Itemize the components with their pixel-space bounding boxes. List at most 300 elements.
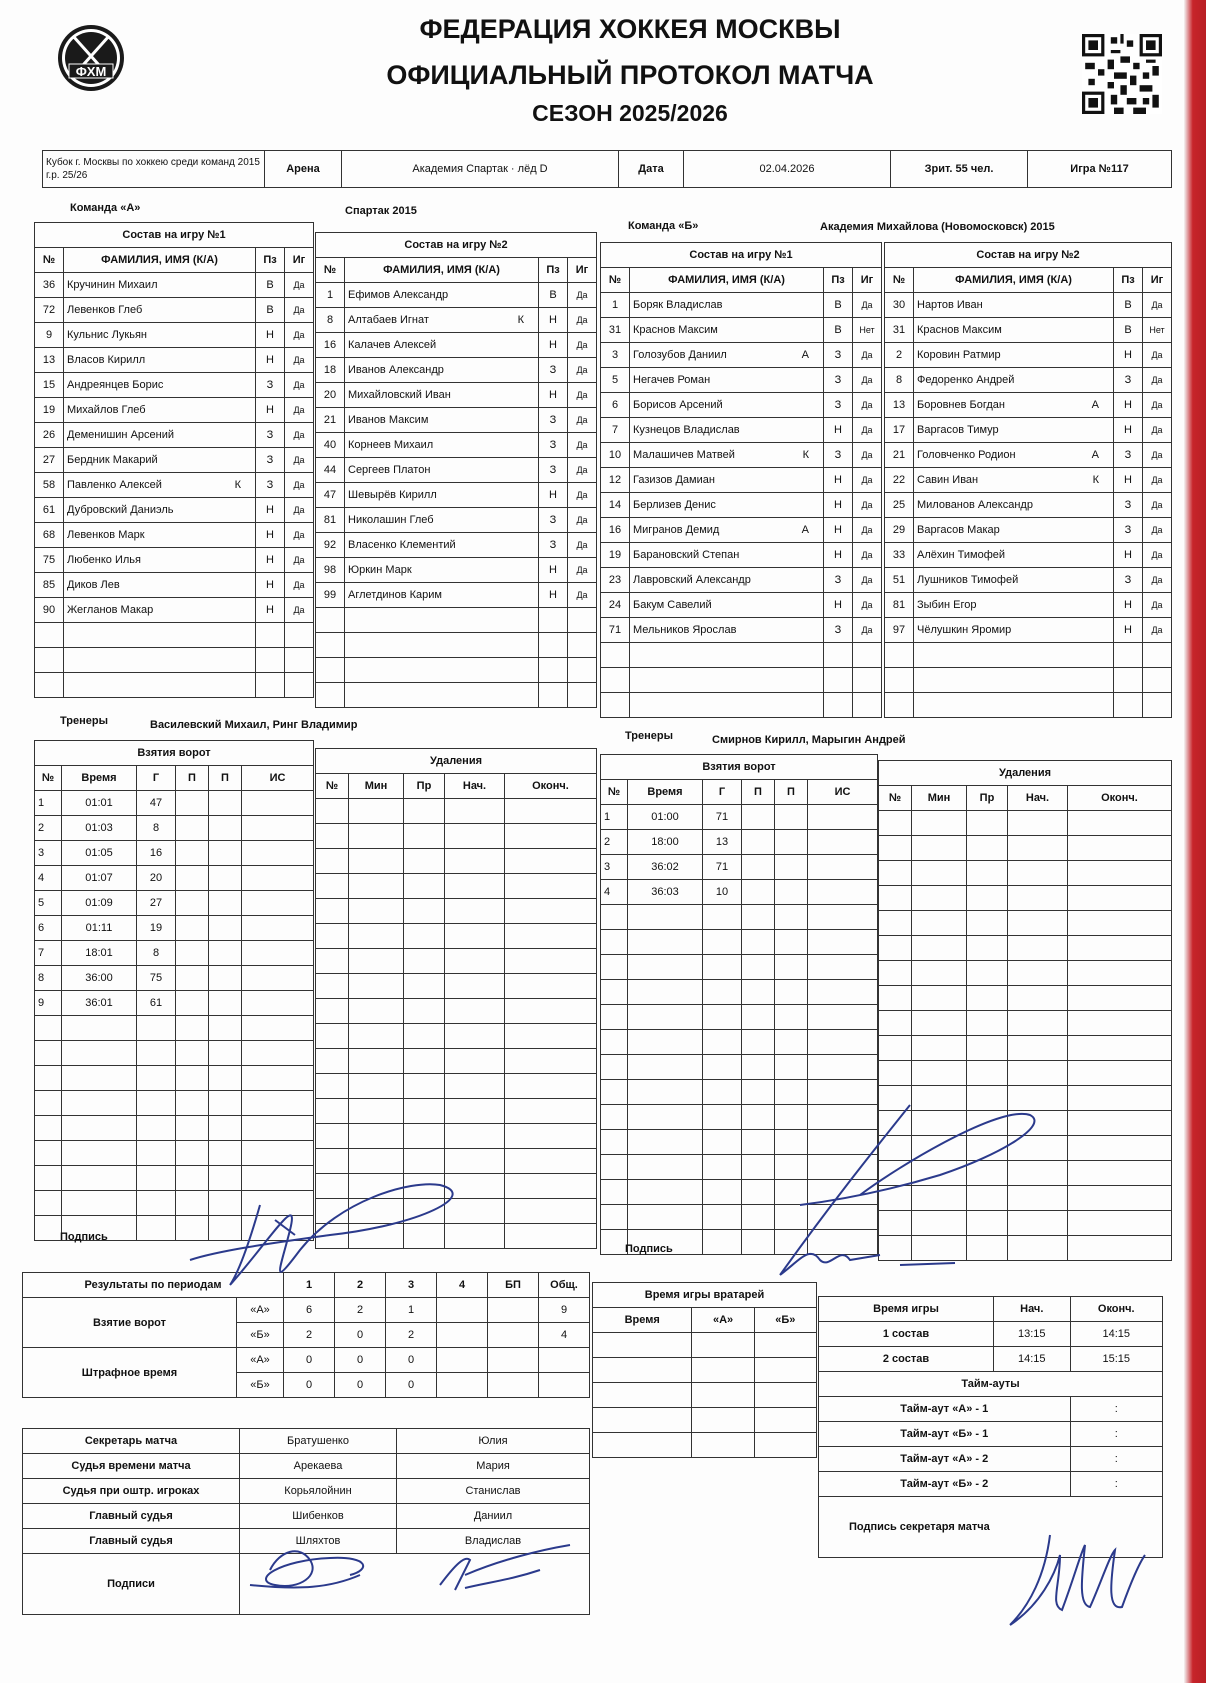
goal-number: 7: [35, 941, 62, 966]
table-row: [885, 493, 1172, 518]
period-col: 1: [284, 1273, 335, 1298]
period-value: 0: [386, 1373, 437, 1398]
empty-cell: [137, 1066, 176, 1091]
player-number: 1: [601, 293, 630, 318]
empty-cell: [824, 668, 853, 693]
player-played: Да: [1143, 393, 1172, 418]
empty-cell: [176, 1066, 209, 1091]
player-name: Малашичев Матвей: [633, 449, 735, 461]
empty-cell: [176, 1091, 209, 1116]
empty-cell: [703, 1005, 742, 1030]
player-name-cell: [64, 323, 256, 348]
empty-cell: [242, 1091, 314, 1116]
goal-time: 01:03: [62, 816, 137, 841]
empty-cell: [1143, 668, 1172, 693]
player-number: 18: [316, 358, 345, 383]
player-name-cell: [914, 543, 1114, 568]
player-name: Краснов Максим: [633, 324, 718, 336]
player-position: З: [824, 443, 853, 468]
table-row: [316, 358, 597, 383]
empty-cell: [445, 1049, 505, 1074]
player-position: Н: [824, 518, 853, 543]
table-row: [23, 1429, 590, 1454]
player-name: Михайлов Глеб: [67, 404, 146, 416]
player-name-cell: [64, 398, 256, 423]
player-name: Левенков Марк: [67, 529, 145, 541]
col-no: №: [601, 268, 630, 293]
empty-cell: [404, 1024, 445, 1049]
official-role: Судья времени матча: [23, 1454, 240, 1479]
table-row: [316, 1099, 597, 1124]
player-number: 15: [35, 373, 64, 398]
player-position: З: [824, 368, 853, 393]
empty-cell: [879, 1011, 912, 1036]
table-row: [35, 348, 314, 373]
player-name: Нартов Иван: [917, 299, 983, 311]
table-row: [35, 448, 314, 473]
goal-scorer: 71: [703, 805, 742, 830]
empty-cell: [316, 924, 349, 949]
col-time: Время: [62, 766, 137, 791]
table-row: [316, 658, 597, 683]
timeout-value: :: [1070, 1422, 1162, 1447]
empty-cell: [35, 1191, 62, 1216]
table-row: [35, 273, 314, 298]
period-value: 9: [539, 1298, 590, 1323]
empty-cell: [967, 836, 1008, 861]
period-value: 4: [539, 1323, 590, 1348]
table-row: [35, 498, 314, 523]
player-name-cell: [345, 458, 539, 483]
player-position: Н: [1114, 543, 1143, 568]
empty-cell: [775, 805, 808, 830]
goal-time: 01:05: [62, 841, 137, 866]
player-position: Н: [1114, 468, 1143, 493]
empty-cell: [879, 911, 912, 936]
player-played: Да: [285, 323, 314, 348]
team-a-lineup-1: [34, 222, 314, 698]
player-number: 33: [885, 543, 914, 568]
empty-cell: [35, 623, 64, 648]
empty-cell: [316, 1099, 349, 1124]
player-played: Да: [853, 493, 882, 518]
player-role: А: [801, 349, 809, 361]
table-row: [601, 855, 878, 880]
empty-cell: [628, 1080, 703, 1105]
table-row: [316, 1049, 597, 1074]
player-name: Ефимов Александр: [348, 289, 449, 301]
col-no: №: [316, 258, 345, 283]
table-row: [885, 618, 1172, 643]
player-played: Да: [285, 423, 314, 448]
period-value: [488, 1373, 539, 1398]
player-number: 27: [35, 448, 64, 473]
player-position: Н: [539, 483, 568, 508]
empty-cell: [349, 924, 404, 949]
empty-cell: [703, 1055, 742, 1080]
empty-cell: [1008, 861, 1068, 886]
table-row: [601, 368, 882, 393]
empty-cell: [628, 955, 703, 980]
player-number: 16: [316, 333, 345, 358]
table-row: [316, 408, 597, 433]
empty-cell: [404, 999, 445, 1024]
team-b-coaches: Смирнов Кирилл, Марыгин Андрей: [712, 734, 906, 746]
empty-cell: [879, 836, 912, 861]
player-name: Корнеев Михаил: [348, 439, 434, 451]
empty-cell: [967, 1011, 1008, 1036]
penalties-title: Удаления: [879, 761, 1172, 786]
player-position: Н: [539, 583, 568, 608]
secretary-signature-label: Подпись секретаря матча: [819, 1497, 1163, 1558]
empty-cell: [35, 1116, 62, 1141]
goal-number: 8: [35, 966, 62, 991]
col-name: ФАМИЛИЯ, ИМЯ (К/А): [630, 268, 824, 293]
game-time-start-col: Нач.: [994, 1297, 1071, 1322]
empty-cell: [176, 816, 209, 841]
empty-cell: [967, 811, 1008, 836]
player-role: К: [802, 449, 809, 461]
table-row: [35, 1016, 314, 1041]
col-p: П: [176, 766, 209, 791]
match-info-table: [42, 150, 1172, 188]
empty-cell: [742, 880, 775, 905]
empty-cell: [137, 1116, 176, 1141]
empty-cell: [853, 668, 882, 693]
table-row: [35, 398, 314, 423]
empty-cell: [914, 693, 1114, 718]
empty-cell: [176, 941, 209, 966]
empty-cell: [137, 1041, 176, 1066]
player-position: З: [539, 533, 568, 558]
player-played: Да: [853, 418, 882, 443]
empty-cell: [505, 1049, 597, 1074]
period-value: 2: [335, 1298, 386, 1323]
empty-cell: [35, 1041, 62, 1066]
empty-cell: [316, 1024, 349, 1049]
player-name-cell: [345, 358, 539, 383]
empty-cell: [1068, 961, 1172, 986]
table-row: [601, 443, 882, 468]
table-row: [316, 433, 597, 458]
table-row: [35, 323, 314, 348]
player-number: 19: [601, 543, 630, 568]
empty-cell: [316, 949, 349, 974]
empty-cell: [879, 886, 912, 911]
table-row: [316, 1124, 597, 1149]
goal-scorer: 47: [137, 791, 176, 816]
player-position: Н: [1114, 593, 1143, 618]
empty-cell: [912, 936, 967, 961]
table-row: [23, 1454, 590, 1479]
empty-cell: [505, 1074, 597, 1099]
team-a-coaches-label: Тренеры: [60, 715, 109, 727]
player-name-cell: [630, 293, 824, 318]
player-name: Боровнев Богдан: [917, 399, 1005, 411]
official-surname: Арекаева: [240, 1454, 397, 1479]
table-row: [601, 418, 882, 443]
player-position: Н: [1114, 618, 1143, 643]
goal-scorer: 19: [137, 916, 176, 941]
table-row: [316, 874, 597, 899]
empty-cell: [601, 905, 628, 930]
player-name: Кульнис Лукьян: [67, 329, 148, 341]
team-b-lineup-2: [884, 242, 1172, 718]
player-number: 99: [316, 583, 345, 608]
empty-cell: [176, 891, 209, 916]
empty-cell: [703, 955, 742, 980]
player-played: Да: [853, 593, 882, 618]
player-position: В: [256, 298, 285, 323]
table-row: [35, 673, 314, 698]
empty-cell: [505, 1199, 597, 1224]
empty-cell: [349, 999, 404, 1024]
player-position: Н: [256, 548, 285, 573]
spectators: Зрит. 55 чел.: [891, 151, 1028, 188]
player-position: В: [256, 273, 285, 298]
empty-cell: [35, 673, 64, 698]
team-a-lineup-2: [315, 232, 597, 708]
qr-code-icon: [1082, 34, 1162, 114]
player-number: 68: [35, 523, 64, 548]
player-name-cell: [914, 318, 1114, 343]
player-name: Бакум Савелий: [633, 599, 712, 611]
player-played: Да: [568, 383, 597, 408]
empty-cell: [808, 1030, 878, 1055]
table-row: [601, 805, 878, 830]
table-row: [35, 841, 314, 866]
empty-cell: [692, 1358, 754, 1383]
player-name: Иванов Александр: [348, 364, 444, 376]
table-row: [35, 523, 314, 548]
goal-number: 4: [35, 866, 62, 891]
player-position: З: [256, 373, 285, 398]
player-number: 75: [35, 548, 64, 573]
goal-scorer: 75: [137, 966, 176, 991]
player-played: Да: [568, 308, 597, 333]
player-name-cell: [345, 583, 539, 608]
empty-cell: [404, 1099, 445, 1124]
col-pr: Пр: [404, 774, 445, 799]
empty-cell: [808, 930, 878, 955]
table-row: [316, 458, 597, 483]
table-row: [35, 648, 314, 673]
empty-cell: [316, 874, 349, 899]
player-played: Нет: [1143, 318, 1172, 343]
table-row: [885, 643, 1172, 668]
player-played: Да: [285, 498, 314, 523]
empty-cell: [404, 874, 445, 899]
empty-cell: [912, 911, 967, 936]
empty-cell: [775, 1005, 808, 1030]
table-row: [23, 1504, 590, 1529]
col-no: №: [879, 786, 912, 811]
coach-b-signature-icon: [740, 1085, 1060, 1285]
empty-cell: [703, 1105, 742, 1130]
player-name-cell: [345, 533, 539, 558]
empty-cell: [176, 966, 209, 991]
goal-number: 1: [35, 791, 62, 816]
empty-cell: [628, 1155, 703, 1180]
empty-cell: [505, 1124, 597, 1149]
period-value: [437, 1373, 488, 1398]
empty-cell: [349, 1074, 404, 1099]
header-season: СЕЗОН 2025/2026: [532, 100, 728, 126]
player-name-cell: [630, 343, 824, 368]
player-number: 81: [885, 593, 914, 618]
empty-cell: [775, 980, 808, 1005]
empty-cell: [601, 1055, 628, 1080]
player-played: Да: [853, 443, 882, 468]
player-name: Газизов Дамиан: [633, 474, 715, 486]
empty-cell: [349, 899, 404, 924]
empty-cell: [568, 633, 597, 658]
table-row: [601, 668, 882, 693]
empty-cell: [404, 899, 445, 924]
empty-cell: [754, 1333, 816, 1358]
empty-cell: [62, 1116, 137, 1141]
empty-cell: [1068, 861, 1172, 886]
player-played: Да: [285, 373, 314, 398]
empty-cell: [505, 974, 597, 999]
col-played: Иг: [1143, 268, 1172, 293]
empty-cell: [775, 855, 808, 880]
empty-cell: [601, 1105, 628, 1130]
player-name-cell: [914, 493, 1114, 518]
empty-cell: [64, 648, 256, 673]
player-number: 51: [885, 568, 914, 593]
empty-cell: [630, 668, 824, 693]
goal-scorer: 8: [137, 816, 176, 841]
player-name-cell: [630, 368, 824, 393]
empty-cell: [808, 1055, 878, 1080]
player-played: Да: [568, 533, 597, 558]
player-name: Сергеев Платон: [348, 464, 431, 476]
player-played: Да: [568, 283, 597, 308]
player-name-cell: [64, 498, 256, 523]
period-value: [437, 1348, 488, 1373]
empty-cell: [1068, 886, 1172, 911]
empty-cell: [1008, 961, 1068, 986]
empty-cell: [242, 1041, 314, 1066]
empty-cell: [1114, 643, 1143, 668]
player-played: Да: [568, 358, 597, 383]
player-position: Н: [824, 468, 853, 493]
table-row: [879, 1011, 1172, 1036]
empty-cell: [137, 1191, 176, 1216]
official-role: Главный судья: [23, 1529, 240, 1554]
goal-time: 36:03: [628, 880, 703, 905]
table-row: [23, 1479, 590, 1504]
empty-cell: [1068, 836, 1172, 861]
player-number: 2: [885, 343, 914, 368]
col-g: Г: [137, 766, 176, 791]
player-position: В: [1114, 318, 1143, 343]
empty-cell: [35, 648, 64, 673]
player-name-cell: [630, 593, 824, 618]
table-row: [316, 508, 597, 533]
empty-cell: [628, 930, 703, 955]
empty-cell: [593, 1333, 692, 1358]
player-played: Да: [1143, 493, 1172, 518]
player-played: Да: [853, 518, 882, 543]
player-played: Нет: [853, 318, 882, 343]
empty-cell: [404, 949, 445, 974]
empty-cell: [209, 1091, 242, 1116]
player-position: Н: [1114, 393, 1143, 418]
empty-cell: [539, 683, 568, 708]
empty-cell: [316, 1124, 349, 1149]
team-b-mark: «Б»: [237, 1373, 284, 1398]
table-row: [35, 573, 314, 598]
table-row: [601, 1005, 878, 1030]
table-row: [879, 1036, 1172, 1061]
team-a-coaches: Василевский Михаил, Ринг Владимир: [150, 719, 358, 731]
period-col: БП: [488, 1273, 539, 1298]
empty-cell: [345, 683, 539, 708]
header-title-2: ОФИЦИАЛЬНЫЙ ПРОТОКОЛ МАТЧА: [386, 60, 874, 90]
empty-cell: [209, 791, 242, 816]
empty-cell: [256, 648, 285, 673]
empty-cell: [242, 1016, 314, 1041]
table-row: [316, 1024, 597, 1049]
goal-time: 36:00: [62, 966, 137, 991]
player-number: 97: [885, 618, 914, 643]
table-row: [316, 849, 597, 874]
empty-cell: [137, 1141, 176, 1166]
table-row: [35, 891, 314, 916]
empty-cell: [808, 855, 878, 880]
empty-cell: [967, 1036, 1008, 1061]
team-a-label: Команда «А»: [70, 202, 141, 214]
empty-cell: [742, 955, 775, 980]
player-number: 23: [601, 568, 630, 593]
team-b-lineup-1: [600, 242, 882, 718]
player-name-cell: [630, 618, 824, 643]
empty-cell: [628, 1130, 703, 1155]
empty-cell: [445, 924, 505, 949]
empty-cell: [505, 799, 597, 824]
empty-cell: [445, 1024, 505, 1049]
table-row: [885, 318, 1172, 343]
table-row: [601, 693, 882, 718]
player-position: Н: [824, 593, 853, 618]
player-name: Власенко Клементий: [348, 539, 456, 551]
empty-cell: [35, 1066, 62, 1091]
player-name: Любенко Илья: [67, 554, 141, 566]
goal-time: 01:01: [62, 791, 137, 816]
table-row: [316, 558, 597, 583]
player-played: Да: [1143, 343, 1172, 368]
player-played: Да: [1143, 293, 1172, 318]
player-name-cell: [64, 273, 256, 298]
official-first-name: Станислав: [397, 1479, 590, 1504]
empty-cell: [62, 1191, 137, 1216]
player-played: Да: [853, 468, 882, 493]
table-row: [35, 473, 314, 498]
player-name-cell: [64, 473, 256, 498]
period-value: 0: [284, 1348, 335, 1373]
player-number: 14: [601, 493, 630, 518]
player-number: 24: [601, 593, 630, 618]
arena-label: Арена: [265, 151, 342, 188]
table-row: [601, 593, 882, 618]
period-value: 0: [386, 1348, 437, 1373]
table-row: [885, 443, 1172, 468]
col-start: Нач.: [1008, 786, 1068, 811]
empty-cell: [176, 1016, 209, 1041]
player-number: 31: [601, 318, 630, 343]
